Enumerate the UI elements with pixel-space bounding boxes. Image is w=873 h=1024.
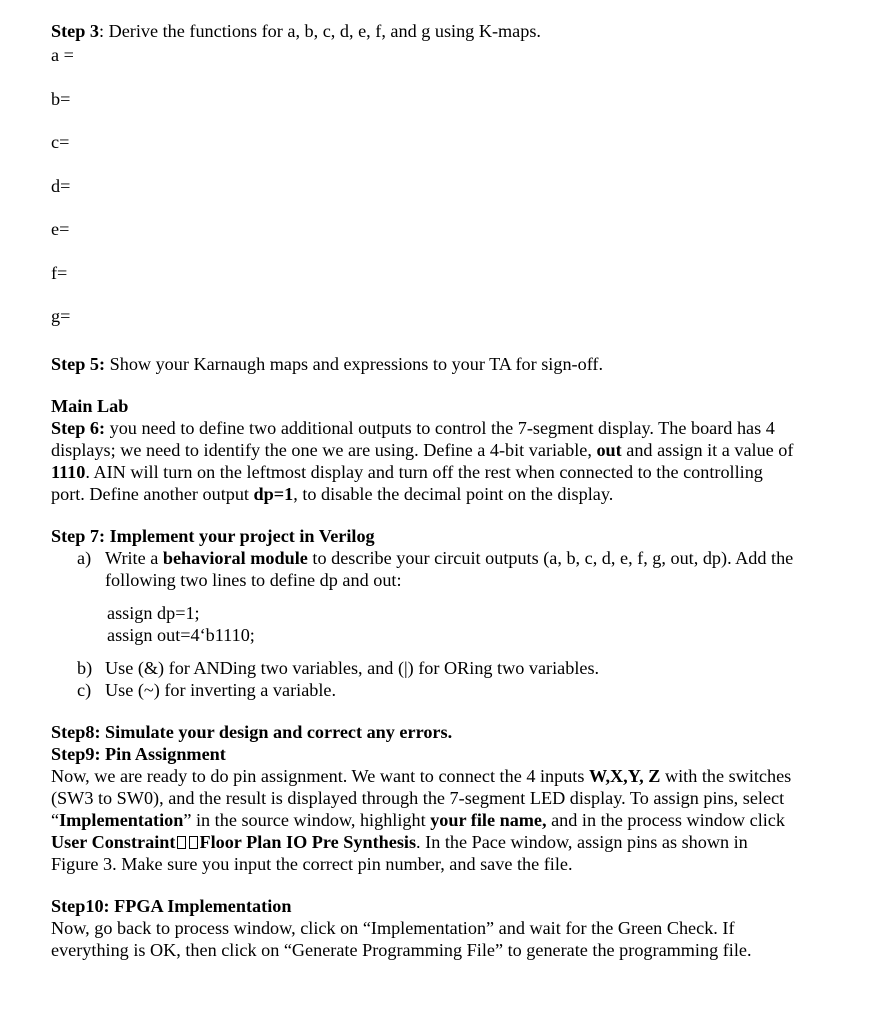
text-span: ” in the source window, highlight: [183, 809, 431, 830]
spacer: [51, 591, 799, 602]
step7-heading: [51, 525, 799, 547]
text-span-bold: Step 7: [51, 525, 99, 546]
text-span: Use (~) for inverting a variable.: [105, 679, 337, 700]
answer-line-c: [51, 129, 799, 173]
text-span: Show your Karnaugh maps and expressions to your TA for sign-off.: [105, 353, 604, 374]
text-span: Write a: [105, 547, 163, 568]
step6-paragraph: [51, 417, 799, 505]
spacer: [51, 505, 799, 525]
text-span: and assign it a value of: [621, 439, 794, 460]
text-span-bold: Step8: Simulate your design and correct any errors.: [51, 721, 453, 742]
list-item-text: [105, 548, 793, 590]
text-span-bold: Floor Plan IO Pre Synthesis: [199, 831, 417, 852]
answer-line-f: [51, 260, 799, 304]
list-item-text: [105, 658, 599, 678]
text-span: with the switches (SW3 to SW0), and the result is displayed through the 7-segment LED display. To assign pins, select “: [51, 765, 792, 830]
list-marker: a): [77, 547, 92, 568]
spacer: [51, 701, 799, 721]
text-span: a =: [51, 45, 74, 65]
text-span-bold: your file name,: [430, 809, 547, 830]
text-span: Now, go back to process window, click on “Implementation” and wait for the Green Check. If everything is OK, then click on “Generate Programming File” to generate the programming file.: [51, 917, 752, 960]
text-span-bold: Implementation: [59, 809, 184, 830]
answer-line-b: [51, 86, 799, 130]
text-span: . AIN will turn on the leftmost display and turn off the rest when connected to the controlling port. Define another output: [51, 461, 763, 504]
text-span: e=: [51, 219, 70, 239]
answer-line-e: [51, 216, 799, 260]
step10-paragraph: [51, 917, 799, 961]
text-span-bold: : Implement your project in Verilog: [99, 525, 375, 546]
answer-line-a: [51, 42, 799, 86]
code-line-assign-out: [51, 624, 799, 646]
text-span: you need to define two additional outputs to control the 7-segment display. The board has 4 displays; we need to identify the one we are using. Define a 4-bit variable,: [51, 417, 775, 460]
text-span-bold: behavioral module: [162, 547, 308, 568]
answer-line-d: [51, 173, 799, 217]
text-span-bold: out: [596, 439, 622, 460]
spacer: [51, 375, 799, 395]
text-span-bold: Step 6:: [51, 417, 106, 438]
text-span-bold: Step 3: [51, 21, 99, 41]
spacer: [51, 646, 799, 657]
text-span: d=: [51, 175, 71, 196]
text-span: and in the process window click: [546, 809, 785, 830]
text-span-bold: Step9: Pin Assignment: [51, 743, 226, 764]
step3-heading: [51, 20, 799, 42]
list-item-text: [105, 680, 336, 700]
step9-heading: [51, 743, 799, 765]
text-span-bold: Main Lab: [51, 395, 129, 416]
text-span-bold: W,X,Y, Z: [588, 765, 661, 786]
code-line-assign-dp: [51, 602, 799, 624]
list-item-a: [51, 547, 799, 591]
text-span: assign out=4‘b1110;: [107, 624, 255, 645]
main-lab-heading: [51, 395, 799, 417]
text-span: g=: [51, 306, 71, 326]
text-span-bold: Step10: FPGA Implementation: [51, 895, 292, 916]
text-span: b=: [51, 88, 71, 109]
text-span: : Derive the functions for a, b, c, d, e, f, and g using K-maps.: [99, 21, 541, 41]
text-span: , to disable the decimal point on the display.: [293, 483, 614, 504]
text-span: Use (&) for ANDing two variables, and (|) for ORing two variables.: [105, 657, 600, 678]
text-span: Now, we are ready to do pin assignment. We want to connect the 4 inputs: [51, 765, 589, 786]
text-span: assign dp=1;: [107, 602, 200, 623]
text-span: c=: [51, 132, 70, 152]
text-span: . In the Pace window, assign pins as shown in Figure 3. Make sure you input the correct pin number, and save the file.: [51, 831, 748, 874]
text-span-bold: User Constraint: [51, 831, 176, 852]
step9-paragraph: [51, 765, 799, 875]
list-marker: c): [77, 679, 92, 700]
list-item-c: [51, 679, 799, 701]
answer-line-g: [51, 303, 799, 347]
text-span-bold: 1110: [51, 461, 86, 482]
document-text-body: [51, 20, 799, 961]
text-span-bold: Step 5:: [51, 353, 106, 374]
text-span: to describe your circuit outputs (a, b, c, d, e, f, g, out, dp). Add the following two lines to define dp and out:: [105, 547, 794, 590]
step10-heading: [51, 895, 799, 917]
step5-paragraph: [51, 353, 799, 375]
missing-glyph-box: [177, 836, 186, 849]
list-item-b: [51, 657, 799, 679]
step8-heading: [51, 721, 799, 743]
text-span: f=: [51, 262, 68, 283]
spacer: [51, 875, 799, 895]
missing-glyph-box: [189, 836, 198, 849]
list-marker: b): [77, 657, 93, 678]
text-span-bold: dp=1: [253, 483, 294, 504]
